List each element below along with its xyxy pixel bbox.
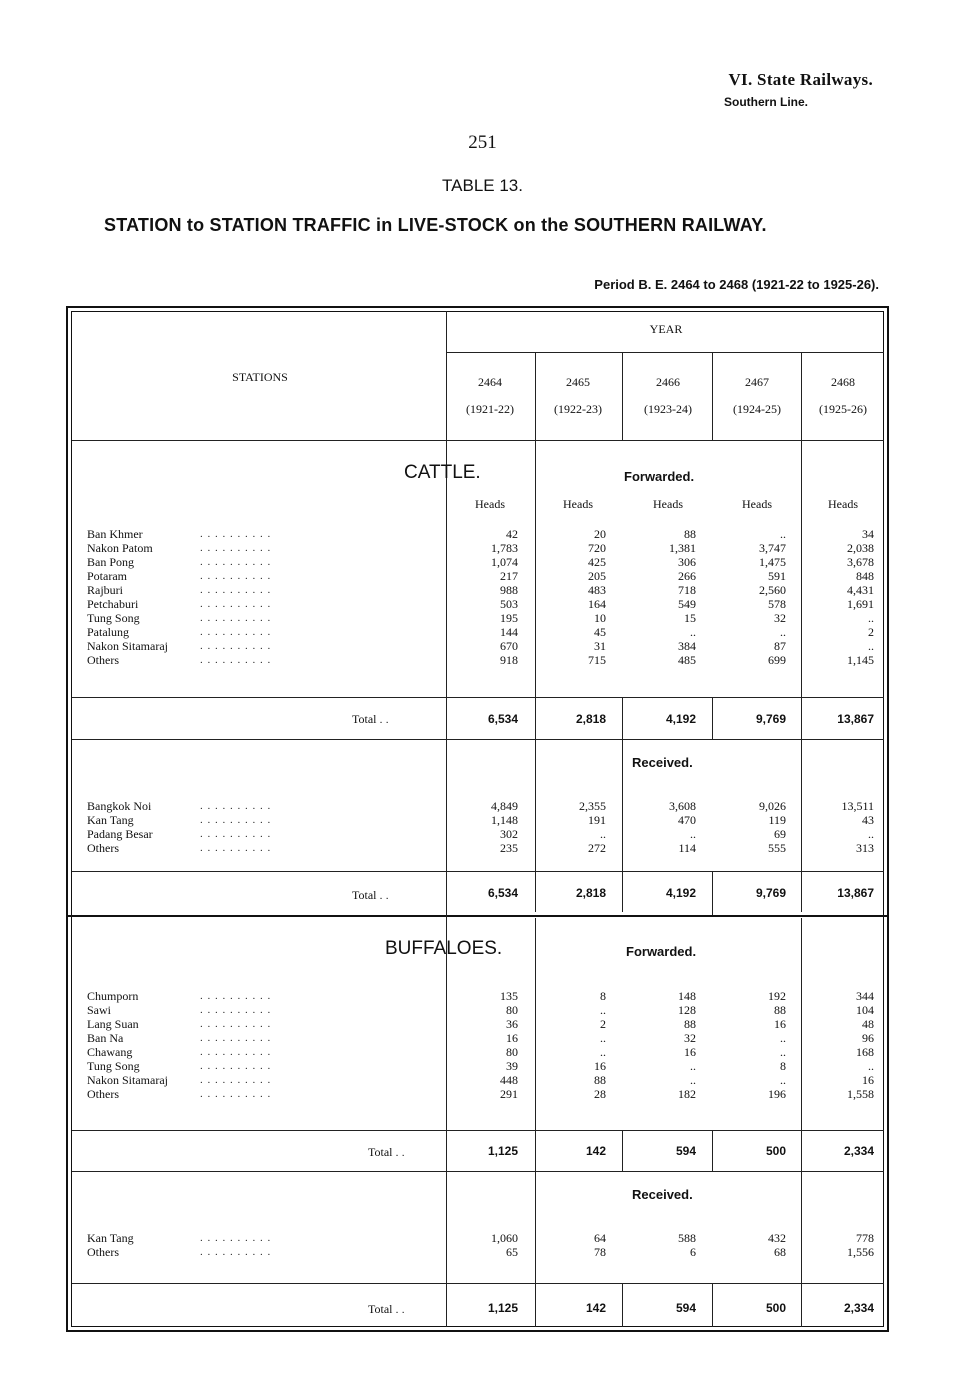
buffaloes-received-station-name: Others — [87, 1245, 119, 1259]
heads-label: Heads — [475, 497, 505, 511]
cattle-forwarded-column-2464 — [448, 527, 518, 667]
buffaloes-forwarded-station-name: Others — [87, 1087, 119, 1101]
cattle-forwarded-value-cell: 31 — [594, 639, 606, 653]
cattle-forwarded-value-cell: .. — [780, 625, 786, 639]
buffaloes-forwarded-value-cell: 104 — [856, 1003, 874, 1017]
cattle-forwarded-station-name: Nakon Sitamaraj — [87, 639, 168, 653]
buffaloes-forwarded-value-cell: 8 — [600, 989, 606, 1003]
heads-label: Heads — [563, 497, 593, 511]
table-label: TABLE 13. — [442, 176, 523, 195]
cattle-forwarded-value-cell: 144 — [500, 625, 518, 639]
buffaloes-forwarded-station-name: Nakon Sitamaraj — [87, 1073, 168, 1087]
cattle-forwarded-value-cell: .. — [780, 527, 786, 541]
cattle-forwarded-value-cell: 3,747 — [759, 541, 786, 555]
cattle-forwarded-column-2465 — [536, 527, 606, 667]
buffaloes-forwarded-value-cell: 148 — [678, 989, 696, 1003]
cattle-received-station-name: Others — [87, 841, 119, 855]
cattle-forwarded-value-cell: 1,381 — [669, 541, 696, 555]
buffaloes-forwarded-total-2468: 2,334 — [843, 1144, 874, 1158]
cattle-received-value-cell: .. — [868, 827, 874, 841]
cattle-received-value-cell: 470 — [678, 813, 696, 827]
buffaloes-forwarded-value-cell: 80 — [506, 1003, 518, 1017]
leader-dots: . . . . . . . . . . — [200, 1004, 272, 1016]
leader-dots: . . . . . . . . . . — [200, 542, 272, 554]
cattle-received-value-cell: 3,608 — [669, 799, 696, 813]
buffaloes-forwarded-value-cell: 16 — [506, 1031, 518, 1045]
leader-dots: . . . . . . . . . . — [200, 1060, 272, 1072]
table-rule — [72, 440, 884, 441]
buffaloes-forwarded-station-row — [87, 989, 447, 1003]
table-rule — [72, 1130, 884, 1131]
buffaloes-forwarded-column-2464 — [448, 989, 518, 1101]
buffaloes-received-column-2468 — [804, 1231, 874, 1259]
cattle-received-station-row — [87, 827, 447, 841]
cattle-forwarded-value-cell: 195 — [500, 611, 518, 625]
cattle-forwarded-station-row — [87, 639, 447, 653]
cattle-forwarded-stations — [87, 527, 447, 667]
buffaloes-forwarded-station-name: Sawi — [87, 1003, 111, 1017]
buffaloes-forwarded-column-2465 — [536, 989, 606, 1101]
column-rule — [712, 697, 713, 739]
cattle-received-total-2468: 13,867 — [837, 886, 874, 900]
column-rule — [712, 352, 713, 440]
cattle-forwarded-value-cell: 720 — [588, 541, 606, 555]
column-rule — [622, 1283, 623, 1327]
buffaloes-forwarded-value-cell: 344 — [856, 989, 874, 1003]
cattle-forwarded-column-2467 — [716, 527, 786, 667]
cattle-forwarded-value-cell: 988 — [500, 583, 518, 597]
year-be-2468: 2468 — [831, 375, 855, 389]
cattle-received-value-cell: 9,026 — [759, 799, 786, 813]
buffaloes-forwarded-value-cell: 32 — [684, 1031, 696, 1045]
cattle-received-station-name: Bangkok Noi — [87, 799, 152, 813]
cattle-forwarded-value-cell: 670 — [500, 639, 518, 653]
buffaloes-received-column-2466 — [626, 1231, 696, 1259]
year-ad-2465: (1922-23) — [554, 402, 602, 416]
leader-dots: . . . . . . . . . . — [200, 598, 272, 610]
cattle-forwarded-value-cell: 483 — [588, 583, 606, 597]
heads-label: Heads — [653, 497, 683, 511]
leader-dots: . . . . . . . . . . — [200, 1018, 272, 1030]
buffaloes-received-value-cell: 65 — [506, 1245, 518, 1259]
cattle-forwarded-station-name: Tung Song — [87, 611, 140, 625]
buffaloes-forwarded-station-row — [87, 1003, 447, 1017]
buffaloes-forwarded-value-cell: 80 — [506, 1045, 518, 1059]
cattle-forwarded-value-cell: 2,560 — [759, 583, 786, 597]
cattle-forwarded-label: Forwarded. — [624, 469, 695, 484]
cattle-forwarded-station-row — [87, 527, 447, 541]
buffaloes-forwarded-value-cell: 88 — [594, 1073, 606, 1087]
buffaloes-forwarded-value-cell: .. — [780, 1045, 786, 1059]
buffaloes-forwarded-value-cell: 448 — [500, 1073, 518, 1087]
cattle-forwarded-value-cell: 15 — [684, 611, 696, 625]
page-number: 251 — [468, 132, 497, 153]
cattle-forwarded-value-cell: 87 — [774, 639, 786, 653]
buffaloes-received-station-name: Kan Tang — [87, 1231, 134, 1245]
buffaloes-received-column-2464 — [448, 1231, 518, 1259]
cattle-forwarded-value-cell: .. — [868, 611, 874, 625]
cattle-forwarded-total-2467: 9,769 — [755, 712, 786, 726]
buffaloes-forwarded-column-2467 — [716, 989, 786, 1101]
cattle-received-total-2464: 6,534 — [487, 886, 518, 900]
buffaloes-forwarded-value-cell: .. — [600, 1031, 606, 1045]
cattle-received-station-name: Padang Besar — [87, 827, 153, 841]
table-rule — [446, 352, 884, 353]
column-rule — [801, 440, 802, 912]
leader-dots: . . . . . . . . . . — [200, 626, 272, 638]
cattle-forwarded-value-cell: 503 — [500, 597, 518, 611]
cattle-forwarded-value-cell: 217 — [500, 569, 518, 583]
cattle-received-value-cell: 43 — [862, 813, 874, 827]
buffaloes-forwarded-total-2467: 500 — [765, 1144, 786, 1158]
column-rule — [801, 352, 802, 440]
cattle-received-column-2466 — [626, 799, 696, 855]
cattle-forwarded-value-cell: 591 — [768, 569, 786, 583]
buffaloes-forwarded-station-row — [87, 1073, 447, 1087]
leader-dots: . . . . . . . . . . — [200, 528, 272, 540]
cattle-received-column-2467 — [716, 799, 786, 855]
cattle-forwarded-value-cell: 1,691 — [847, 597, 874, 611]
cattle-forwarded-value-cell: 45 — [594, 625, 606, 639]
buffaloes-forwarded-stations — [87, 989, 447, 1101]
buffaloes-forwarded-value-cell: 128 — [678, 1003, 696, 1017]
buffaloes-forwarded-station-row — [87, 1017, 447, 1031]
cattle-received-value-cell: 302 — [500, 827, 518, 841]
column-rule — [712, 871, 713, 915]
buffaloes-forwarded-station-name: Chawang — [87, 1045, 133, 1059]
cattle-received-value-cell: 272 — [588, 841, 606, 855]
cattle-forwarded-value-cell: 425 — [588, 555, 606, 569]
buffaloes-forwarded-station-row — [87, 1045, 447, 1059]
leader-dots: . . . . . . . . . . — [200, 584, 272, 596]
buffaloes-forwarded-value-cell: .. — [600, 1045, 606, 1059]
year-header: YEAR — [649, 322, 683, 336]
cattle-forwarded-value-cell: 384 — [678, 639, 696, 653]
buffaloes-received-value-cell: 68 — [774, 1245, 786, 1259]
cattle-forwarded-station-name: Rajburi — [87, 583, 123, 597]
leader-dots: . . . . . . . . . . — [200, 842, 272, 854]
cattle-received-value-cell: .. — [690, 827, 696, 841]
leader-dots: . . . . . . . . . . — [200, 1046, 272, 1058]
cattle-forwarded-value-cell: 164 — [588, 597, 606, 611]
leader-dots: . . . . . . . . . . — [200, 800, 272, 812]
cattle-received-value-cell: 69 — [774, 827, 786, 841]
heads-label: Heads — [828, 497, 858, 511]
cattle-received-value-cell: 119 — [768, 813, 786, 827]
column-rule — [622, 1130, 623, 1171]
cattle-forwarded-value-cell: 20 — [594, 527, 606, 541]
buffaloes-forwarded-value-cell: .. — [690, 1059, 696, 1073]
cattle-forwarded-total-2465: 2,818 — [575, 712, 606, 726]
cattle-forwarded-value-cell: 10 — [594, 611, 606, 625]
buffaloes-forwarded-station-name: Ban Na — [87, 1031, 124, 1045]
buffaloes-forwarded-value-cell: 48 — [862, 1017, 874, 1031]
cattle-received-column-2464 — [448, 799, 518, 855]
cattle-forwarded-station-name: Patalung — [87, 625, 129, 639]
year-be-2467: 2467 — [745, 375, 769, 389]
buffaloes-forwarded-value-cell: 168 — [856, 1045, 874, 1059]
cattle-forwarded-value-cell: 1,783 — [491, 541, 518, 555]
buffaloes-forwarded-label: Forwarded. — [626, 944, 697, 959]
buffaloes-forwarded-value-cell: .. — [600, 1003, 606, 1017]
buffaloes-forwarded-station-name: Lang Suan — [87, 1017, 139, 1031]
cattle-forwarded-column-2466 — [626, 527, 696, 667]
cattle-received-value-cell: 235 — [500, 841, 518, 855]
table-title: STATION to STATION TRAFFIC in LIVE-STOCK on the SOUTHERN RAILWAY. — [104, 215, 767, 235]
buffaloes-received-total-2465: 142 — [585, 1301, 606, 1315]
buffaloes-received-value-cell: 778 — [856, 1231, 874, 1245]
leader-dots: . . . . . . . . . . — [200, 828, 272, 840]
buffaloes-forwarded-station-row — [87, 1087, 447, 1101]
buffaloes-received-column-2467 — [716, 1231, 786, 1259]
buffaloes-forwarded-value-cell: 135 — [500, 989, 518, 1003]
buffaloes-forwarded-total-2464: 1,125 — [487, 1144, 518, 1158]
cattle-received-label: Received. — [632, 755, 693, 770]
buffaloes-forwarded-value-cell: 16 — [594, 1059, 606, 1073]
cattle-forwarded-column-2468 — [804, 527, 874, 667]
cattle-forwarded-value-cell: 3,678 — [847, 555, 874, 569]
cattle-forwarded-value-cell: 4,431 — [847, 583, 874, 597]
cattle-received-stations — [87, 799, 447, 855]
cattle-forwarded-total-2464: 6,534 — [487, 712, 518, 726]
buffaloes-forwarded-column-2468 — [804, 989, 874, 1101]
heads-label: Heads — [742, 497, 772, 511]
cattle-forwarded-value-cell: 88 — [684, 527, 696, 541]
cattle-received-column-2468 — [804, 799, 874, 855]
buffaloes-forwarded-value-cell: 192 — [768, 989, 786, 1003]
cattle-forwarded-station-name: Others — [87, 653, 119, 667]
cattle-received-value-cell: 191 — [588, 813, 606, 827]
table-rule — [72, 1283, 884, 1284]
buffaloes-forwarded-value-cell: 36 — [506, 1017, 518, 1031]
cattle-forwarded-value-cell: .. — [690, 625, 696, 639]
cattle-received-total-2466: 4,192 — [665, 886, 696, 900]
year-be-2466: 2466 — [656, 375, 680, 389]
cattle-received-station-name: Kan Tang — [87, 813, 134, 827]
buffaloes-forwarded-value-cell: 196 — [768, 1087, 786, 1101]
cattle-forwarded-total-2466: 4,192 — [665, 712, 696, 726]
buffaloes-received-total-2468: 2,334 — [843, 1301, 874, 1315]
year-ad-2468: (1925-26) — [819, 402, 867, 416]
cattle-forwarded-value-cell: 34 — [862, 527, 874, 541]
cattle-received-total-2467: 9,769 — [755, 886, 786, 900]
line-subtitle: Southern Line. — [724, 95, 808, 109]
cattle-forwarded-value-cell: 205 — [588, 569, 606, 583]
stations-header: STATIONS — [232, 370, 288, 384]
year-ad-2466: (1923-24) — [644, 402, 692, 416]
buffaloes-received-value-cell: 432 — [768, 1231, 786, 1245]
buffaloes-forwarded-value-cell: 2 — [600, 1017, 606, 1031]
cattle-received-value-cell: .. — [600, 827, 606, 841]
buffaloes-forwarded-value-cell: .. — [780, 1031, 786, 1045]
buffaloes-forwarded-value-cell: 96 — [862, 1031, 874, 1045]
cattle-forwarded-value-cell: 32 — [774, 611, 786, 625]
railway-title: VI. State Railways. — [728, 70, 873, 89]
cattle-forwarded-total-label: Total . . — [352, 712, 389, 726]
cattle-forwarded-station-row — [87, 653, 447, 667]
cattle-forwarded-station-name: Ban Khmer — [87, 527, 143, 541]
buffaloes-forwarded-value-cell: .. — [868, 1059, 874, 1073]
buffaloes-forwarded-station-name: Tung Song — [87, 1059, 140, 1073]
leader-dots: . . . . . . . . . . — [200, 612, 272, 624]
buffaloes-section-title: BUFFALOES. — [385, 938, 503, 959]
buffaloes-forwarded-station-name: Chumporn — [87, 989, 139, 1003]
year-be-2464: 2464 — [478, 375, 502, 389]
cattle-forwarded-value-cell: 718 — [678, 583, 696, 597]
leader-dots: . . . . . . . . . . — [200, 814, 272, 826]
buffaloes-forwarded-value-cell: 28 — [594, 1087, 606, 1101]
period-note: Period B. E. 2464 to 2468 (1921-22 to 1925-26). — [594, 277, 879, 292]
buffaloes-forwarded-station-row — [87, 1031, 447, 1045]
table-rule — [66, 915, 889, 917]
buffaloes-forwarded-value-cell: 16 — [774, 1017, 786, 1031]
cattle-forwarded-station-row — [87, 611, 447, 625]
buffaloes-forwarded-value-cell: 16 — [862, 1073, 874, 1087]
buffaloes-received-total-2467: 500 — [765, 1301, 786, 1315]
leader-dots: . . . . . . . . . . — [200, 990, 272, 1002]
buffaloes-forwarded-value-cell: 291 — [500, 1087, 518, 1101]
cattle-forwarded-station-row — [87, 541, 447, 555]
year-ad-2467: (1924-25) — [733, 402, 781, 416]
cattle-received-station-row — [87, 841, 447, 855]
cattle-forwarded-value-cell: 1,145 — [847, 653, 874, 667]
cattle-forwarded-value-cell: 306 — [678, 555, 696, 569]
year-ad-2464: (1921-22) — [466, 402, 514, 416]
buffaloes-received-label: Received. — [632, 1187, 693, 1202]
cattle-received-value-cell: 2,355 — [579, 799, 606, 813]
cattle-forwarded-value-cell: 699 — [768, 653, 786, 667]
year-be-2465: 2465 — [566, 375, 590, 389]
cattle-forwarded-station-name: Potaram — [87, 569, 127, 583]
leader-dots: . . . . . . . . . . — [200, 640, 272, 652]
buffaloes-received-value-cell: 78 — [594, 1245, 606, 1259]
cattle-received-value-cell: 1,148 — [491, 813, 518, 827]
leader-dots: . . . . . . . . . . — [200, 1074, 272, 1086]
cattle-forwarded-station-row — [87, 569, 447, 583]
buffaloes-forwarded-value-cell: .. — [780, 1073, 786, 1087]
cattle-received-column-2465 — [536, 799, 606, 855]
cattle-forwarded-value-cell: 848 — [856, 569, 874, 583]
buffaloes-forwarded-value-cell: .. — [690, 1073, 696, 1087]
leader-dots: . . . . . . . . . . — [200, 1246, 272, 1258]
cattle-forwarded-value-cell: 549 — [678, 597, 696, 611]
cattle-received-value-cell: 4,849 — [491, 799, 518, 813]
cattle-received-total-2465: 2,818 — [575, 886, 606, 900]
buffaloes-received-station-row — [87, 1231, 447, 1245]
column-rule — [622, 352, 623, 440]
cattle-received-total-label: Total . . — [352, 888, 389, 902]
cattle-forwarded-station-row — [87, 583, 447, 597]
column-rule — [622, 697, 623, 912]
buffaloes-forwarded-value-cell: 39 — [506, 1059, 518, 1073]
cattle-forwarded-station-name: Petchaburi — [87, 597, 139, 611]
cattle-forwarded-value-cell: 266 — [678, 569, 696, 583]
cattle-forwarded-station-name: Ban Pong — [87, 555, 135, 569]
column-rule — [712, 1283, 713, 1327]
cattle-received-value-cell: 13,511 — [841, 799, 874, 813]
cattle-forwarded-value-cell: 1,475 — [759, 555, 786, 569]
leader-dots: . . . . . . . . . . — [200, 1088, 272, 1100]
buffaloes-received-value-cell: 6 — [690, 1245, 696, 1259]
cattle-forwarded-station-row — [87, 597, 447, 611]
buffaloes-received-column-2465 — [536, 1231, 606, 1259]
cattle-received-value-cell: 114 — [678, 841, 696, 855]
table-rule — [72, 1171, 884, 1172]
cattle-forwarded-value-cell: .. — [868, 639, 874, 653]
buffaloes-forwarded-value-cell: 88 — [774, 1003, 786, 1017]
buffaloes-received-value-cell: 588 — [678, 1231, 696, 1245]
cattle-forwarded-value-cell: 485 — [678, 653, 696, 667]
buffaloes-forwarded-value-cell: 8 — [780, 1059, 786, 1073]
leader-dots: . . . . . . . . . . — [200, 1232, 272, 1244]
buffaloes-forwarded-value-cell: 88 — [684, 1017, 696, 1031]
cattle-section-title: CATTLE. — [404, 462, 481, 483]
buffaloes-forwarded-total-label: Total . . — [368, 1145, 405, 1159]
cattle-forwarded-station-name: Nakon Patom — [87, 541, 153, 555]
cattle-forwarded-total-2468: 13,867 — [837, 712, 874, 726]
column-rule — [712, 1130, 713, 1171]
buffaloes-received-stations — [87, 1231, 447, 1259]
buffaloes-forwarded-total-2466: 594 — [675, 1144, 696, 1158]
leader-dots: . . . . . . . . . . — [200, 654, 272, 666]
column-rule — [801, 918, 802, 1327]
buffaloes-received-total-2464: 1,125 — [487, 1301, 518, 1315]
cattle-forwarded-value-cell: 578 — [768, 597, 786, 611]
leader-dots: . . . . . . . . . . — [200, 556, 272, 568]
cattle-forwarded-value-cell: 2,038 — [847, 541, 874, 555]
buffaloes-forwarded-total-2465: 142 — [585, 1144, 606, 1158]
cattle-forwarded-station-row — [87, 625, 447, 639]
cattle-forwarded-value-cell: 2 — [868, 625, 874, 639]
cattle-forwarded-value-cell: 715 — [588, 653, 606, 667]
cattle-received-value-cell: 313 — [856, 841, 874, 855]
buffaloes-forwarded-value-cell: 1,558 — [847, 1087, 874, 1101]
buffaloes-received-value-cell: 1,060 — [491, 1231, 518, 1245]
buffaloes-forwarded-value-cell: 16 — [684, 1045, 696, 1059]
buffaloes-received-value-cell: 64 — [594, 1231, 606, 1245]
buffaloes-received-total-label: Total . . — [368, 1302, 405, 1316]
cattle-forwarded-value-cell: 1,074 — [491, 555, 518, 569]
cattle-forwarded-value-cell: 918 — [500, 653, 518, 667]
buffaloes-received-station-row — [87, 1245, 447, 1259]
cattle-received-value-cell: 555 — [768, 841, 786, 855]
buffaloes-received-total-2466: 594 — [675, 1301, 696, 1315]
table-rule — [72, 871, 884, 872]
buffaloes-forwarded-column-2466 — [626, 989, 696, 1101]
leader-dots: . . . . . . . . . . — [200, 570, 272, 582]
table-rule — [72, 697, 884, 698]
buffaloes-forwarded-station-row — [87, 1059, 447, 1073]
leader-dots: . . . . . . . . . . — [200, 1032, 272, 1044]
column-rule — [535, 918, 536, 1327]
buffaloes-forwarded-value-cell: 182 — [678, 1087, 696, 1101]
table-rule — [72, 739, 884, 740]
cattle-received-station-row — [87, 799, 447, 813]
buffaloes-received-value-cell: 1,556 — [847, 1245, 874, 1259]
cattle-received-station-row — [87, 813, 447, 827]
cattle-forwarded-station-row — [87, 555, 447, 569]
cattle-forwarded-value-cell: 42 — [506, 527, 518, 541]
